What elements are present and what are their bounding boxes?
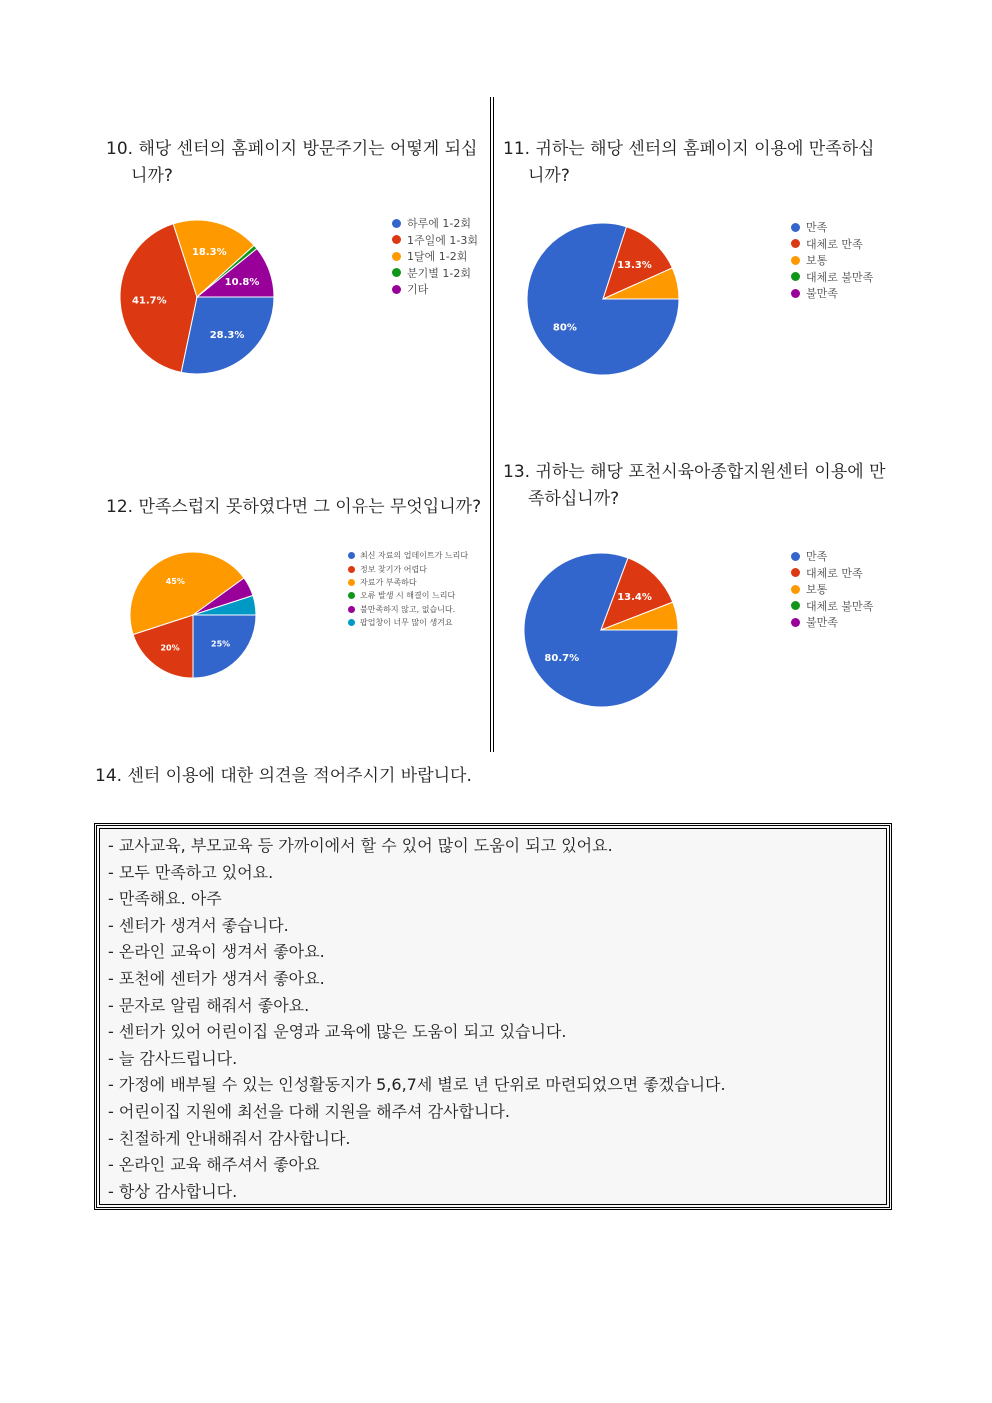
legend-color-dot-icon (791, 552, 800, 561)
legend-label: 대체로 만족 (806, 566, 863, 580)
pie-chart-q11 (500, 200, 700, 400)
legend-label: 1주일에 1-3회 (407, 233, 478, 247)
legend-item (392, 215, 478, 232)
pie-data-label: 13.3% (617, 259, 652, 271)
legend-color-dot-icon (348, 619, 355, 626)
legend-color-dot-icon (348, 579, 355, 586)
legend-label: 불만족하지 않고, 없습니다. (360, 604, 456, 614)
legend-label: 팝업창이 너무 많이 생겨요 (360, 618, 453, 628)
opinion-list (100, 829, 886, 1205)
legend-color-dot-icon (392, 252, 401, 261)
question-13-title-line2: 족하십니까? (528, 489, 620, 509)
legend-color-dot-icon (348, 552, 355, 559)
opinion-item: - 어린이집 지원에 최선을 다해 지원을 해주셔 감사합니다. (108, 1101, 510, 1121)
legend-item (392, 232, 478, 249)
legend-item (791, 269, 873, 286)
question-12-title-line1: 12. 만족스럽지 못하였다면 그 이유는 무엇입니까? (106, 497, 482, 517)
legend-item (791, 252, 873, 269)
question-11-title-line1: 11. 귀하는 해당 센터의 홈페이지 이용에 만족하십 (503, 139, 875, 159)
opinion-item: - 센터가 생겨서 좋습니다. (108, 915, 289, 935)
legend-label: 자료가 부족하다 (360, 577, 417, 587)
pie-data-label: 80.7% (544, 653, 580, 665)
legend-q11 (791, 219, 873, 302)
pie-data-label: 18.3% (191, 246, 227, 258)
legend-label: 만족 (806, 550, 828, 564)
opinion-item: - 교사교육, 부모교육 등 가까이에서 할 수 있어 많이 도움이 되고 있어요. (108, 836, 613, 855)
pie-chart-q13 (500, 530, 700, 730)
legend-label: 대체로 불만족 (806, 270, 874, 284)
legend-color-dot-icon (791, 289, 800, 298)
legend-color-dot-icon (791, 223, 800, 232)
question-14-title: 14. 센터 이용에 대한 의견을 적어주시기 바랍니다. (95, 766, 472, 786)
legend-label: 불만족 (806, 616, 838, 630)
legend-label: 보통 (806, 254, 828, 268)
question-13-title-line1: 13. 귀하는 해당 포천시육아종합지원센터 이용에 만 (503, 462, 886, 482)
legend-color-dot-icon (791, 272, 800, 281)
legend-label: 만족 (806, 221, 828, 235)
legend-item (791, 614, 873, 631)
opinion-item: - 센터가 있어 어린이집 운영과 교육에 많은 도움이 되고 있습니다. (108, 1022, 567, 1042)
legend-item (791, 219, 873, 236)
question-10-title-line2: 니까? (131, 166, 173, 186)
opinion-item: - 온라인 교육이 생겨서 좋아요. (108, 942, 325, 962)
opinion-item: - 늘 감사드립니다. (108, 1048, 238, 1068)
legend-item (392, 281, 478, 298)
legend-item (348, 549, 468, 562)
legend-q12 (348, 549, 468, 629)
legend-color-dot-icon (348, 592, 355, 599)
legend-color-dot-icon (791, 239, 800, 248)
legend-color-dot-icon (348, 606, 355, 613)
legend-q13 (791, 548, 873, 631)
pie-chart-q12 (120, 540, 270, 690)
legend-item (348, 603, 468, 616)
legend-color-dot-icon (791, 585, 800, 594)
legend-label: 하루에 1-2회 (407, 217, 471, 231)
opinion-item: - 항상 감사합니다. (108, 1181, 238, 1201)
opinion-item: - 가정에 배부될 수 있는 인성활동지가 5,6,7세 별로 년 단위로 마련되었으면 좋겠습니다. (108, 1075, 726, 1095)
legend-label: 정보 찾기가 어렵다 (360, 564, 427, 574)
legend-color-dot-icon (791, 256, 800, 265)
pie-data-label: 45% (165, 577, 185, 587)
legend-label: 대체로 불만족 (806, 599, 874, 613)
opinion-item: - 만족해요. 아주 (108, 889, 222, 909)
legend-item (348, 576, 468, 589)
legend-item (392, 265, 478, 282)
opinion-item: - 모두 만족하고 있어요. (108, 862, 274, 882)
legend-label: 분기별 1-2회 (407, 266, 471, 280)
legend-item (791, 581, 873, 598)
opinion-item: - 포천에 센터가 생겨서 좋아요. (108, 968, 325, 988)
legend-color-dot-icon (392, 285, 401, 294)
legend-color-dot-icon (791, 568, 800, 577)
question-13-title (503, 459, 887, 513)
column-divider (490, 97, 494, 752)
pie-chart-q10 (100, 200, 300, 400)
question-11-title (503, 136, 887, 190)
legend-item (791, 598, 873, 615)
question-11-title-line2: 니까? (528, 166, 570, 186)
legend-color-dot-icon (348, 566, 355, 573)
legend-item (348, 589, 468, 602)
legend-q10 (392, 215, 478, 298)
legend-item (791, 236, 873, 253)
pie-data-label: 10.8% (224, 277, 260, 289)
legend-item (791, 565, 873, 582)
legend-label: 보통 (806, 583, 828, 597)
question-10-title-line1: 10. 해당 센터의 홈페이지 방문주기는 어떻게 되십 (106, 139, 478, 159)
question-10-title (106, 136, 490, 190)
legend-item (791, 285, 873, 302)
question-12-title (106, 494, 490, 521)
opinion-item: - 문자로 알림 해줘서 좋아요. (108, 995, 310, 1015)
legend-label: 불만족 (806, 287, 838, 301)
legend-color-dot-icon (392, 268, 401, 277)
legend-color-dot-icon (791, 618, 800, 627)
legend-color-dot-icon (392, 219, 401, 228)
pie-data-label: 28.3% (209, 330, 245, 342)
opinion-box-inner (99, 828, 887, 1205)
legend-label: 오류 발생 시 해결이 느리다 (360, 591, 456, 601)
legend-label: 최신 자료의 업데이트가 느리다 (360, 551, 469, 561)
legend-item (392, 248, 478, 265)
pie-data-label: 20% (160, 643, 180, 653)
legend-label: 기타 (407, 283, 429, 297)
legend-label: 1달에 1-2회 (407, 250, 468, 264)
opinion-item: - 친절하게 안내해줘서 감사합니다. (108, 1128, 351, 1148)
legend-item (348, 616, 468, 629)
pie-data-label: 41.7% (131, 295, 167, 307)
pie-data-label: 13.4% (617, 592, 652, 604)
opinion-box (94, 823, 892, 1210)
pie-data-label: 80% (552, 322, 577, 334)
legend-item (348, 562, 468, 575)
opinion-item: - 온라인 교육 해주셔서 좋아요 (108, 1155, 320, 1175)
legend-color-dot-icon (392, 235, 401, 244)
legend-color-dot-icon (791, 601, 800, 610)
legend-label: 대체로 만족 (806, 237, 863, 251)
pie-data-label: 25% (211, 639, 231, 649)
legend-item (791, 548, 873, 565)
